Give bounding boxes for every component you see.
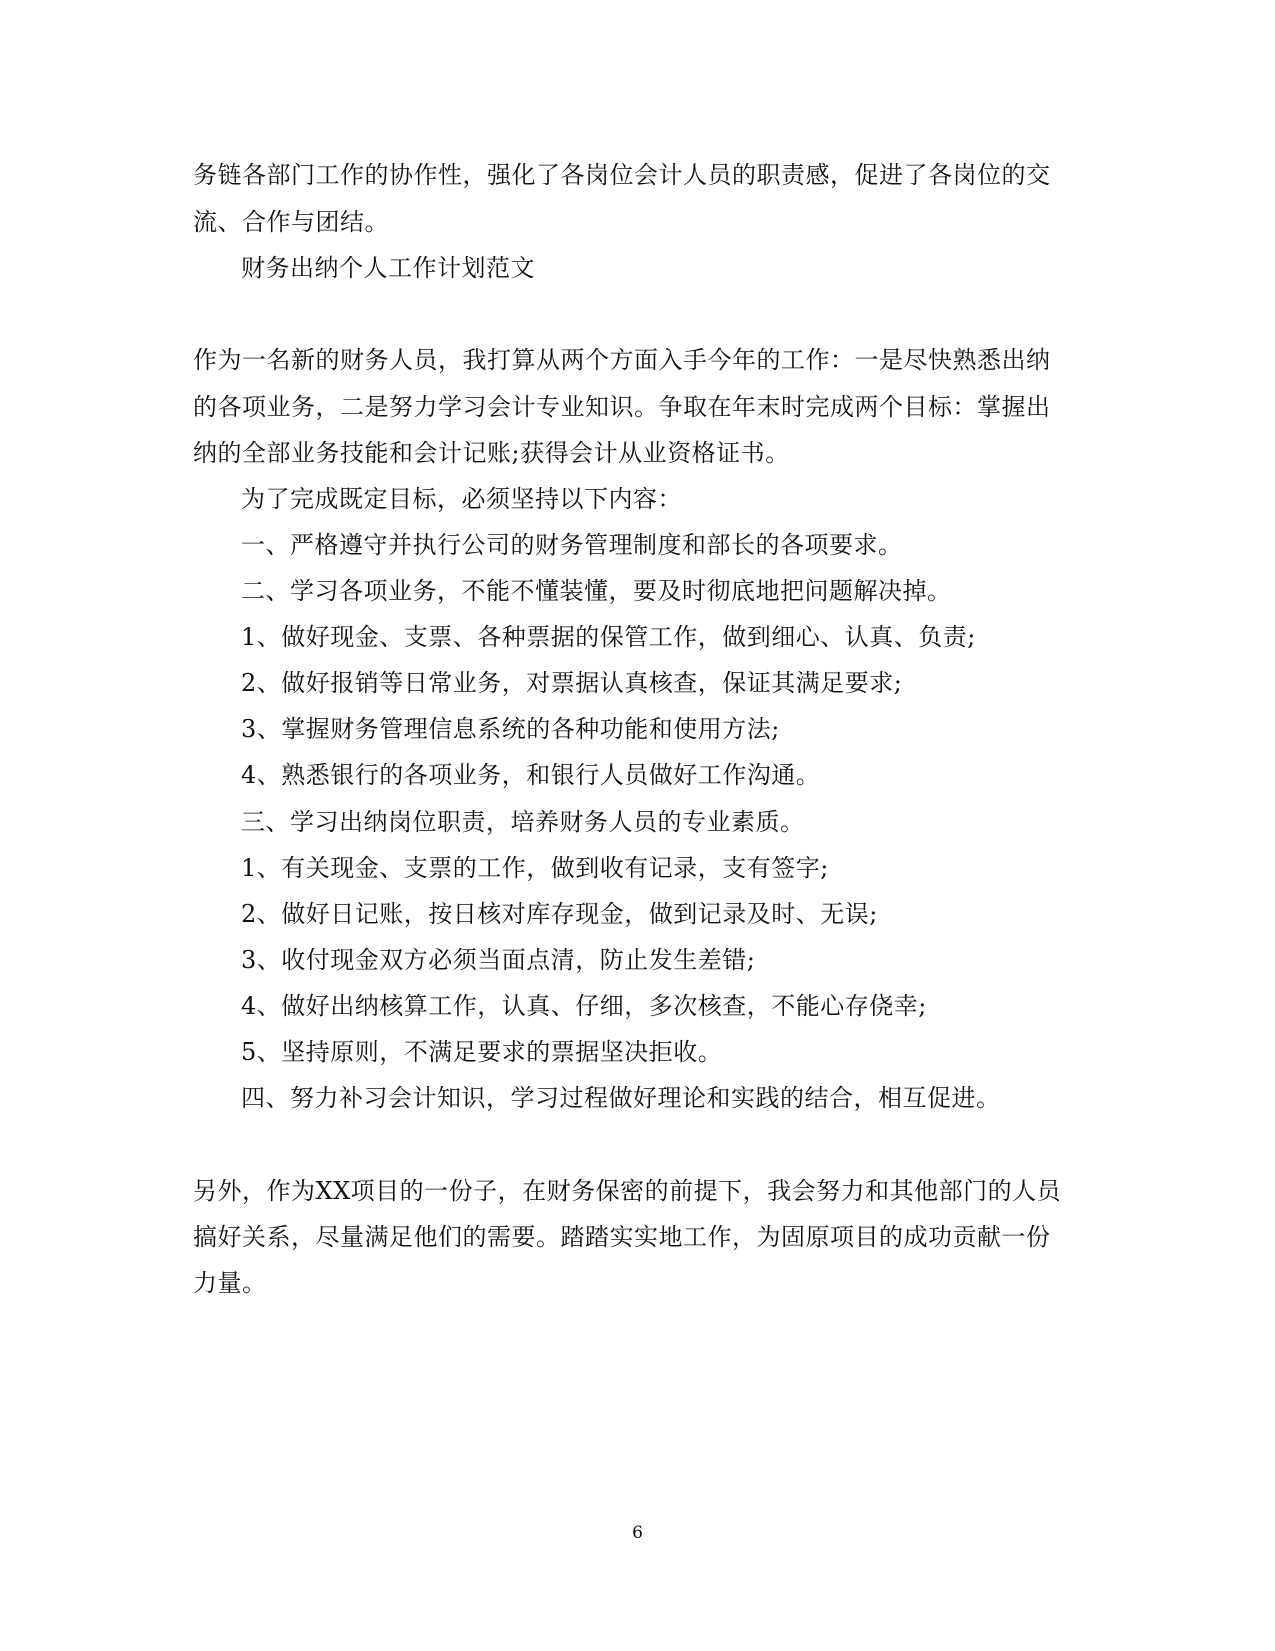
list-item: 4、熟悉银行的各项业务，和银行人员做好工作沟通。 xyxy=(241,761,821,789)
text-line: 纳的全部业务技能和会计记账;获得会计从业资格证书。 xyxy=(193,439,790,467)
text-line: 搞好关系，尽量满足他们的需要。踏踏实实地工作，为固原项目的成功贡献一份 xyxy=(193,1223,1051,1251)
section-title: 财务出纳个人工作计划范文 xyxy=(241,254,535,282)
text-line: 另外，作为XX项目的一份子，在财务保密的前提下，我会努力和其他部门的人员 xyxy=(193,1177,1062,1205)
text-line: 流、合作与团结。 xyxy=(193,208,389,236)
text-line: 的各项业务，二是努力学习会计专业知识。争取在年末时完成两个目标：掌握出 xyxy=(193,393,1051,421)
list-item: 3、收付现金双方必须当面点清，防止发生差错; xyxy=(241,946,756,974)
list-item: 1、有关现金、支票的工作，做到收有记录，支有签字; xyxy=(241,854,829,882)
list-item: 5、坚持原则，不满足要求的票据坚决拒收。 xyxy=(241,1038,723,1066)
list-item: 2、做好日记账，按日核对库存现金，做到记录及时、无误; xyxy=(241,900,878,928)
list-item: 二、学习各项业务，不能不懂装懂，要及时彻底地把问题解决掉。 xyxy=(241,577,952,605)
list-item: 四、努力补习会计知识，学习过程做好理论和实践的结合，相互促进。 xyxy=(241,1084,1001,1112)
list-item: 三、学习出纳岗位职责，培养财务人员的专业素质。 xyxy=(241,808,805,836)
list-item: 4、做好出纳核算工作，认真、仔细，多次核查，不能心存侥幸; xyxy=(241,992,927,1020)
text-line: 为了完成既定目标，必须坚持以下内容： xyxy=(241,485,682,513)
list-item: 3、掌握财务管理信息系统的各种功能和使用方法; xyxy=(241,715,780,743)
list-item: 一、严格遵守并执行公司的财务管理制度和部长的各项要求。 xyxy=(241,531,903,559)
text-line: 务链各部门工作的协作性，强化了各岗位会计人员的职责感，促进了各岗位的交 xyxy=(193,161,1051,189)
list-item: 1、做好现金、支票、各种票据的保管工作，做到细心、认真、负责; xyxy=(241,623,976,651)
page-number: 6 xyxy=(632,1523,643,1543)
text-line: 作为一名新的财务人员，我打算从两个方面入手今年的工作：一是尽快熟悉出纳 xyxy=(193,346,1051,374)
list-item: 2、做好报销等日常业务，对票据认真核查，保证其满足要求; xyxy=(241,669,903,697)
text-line: 力量。 xyxy=(193,1269,267,1297)
